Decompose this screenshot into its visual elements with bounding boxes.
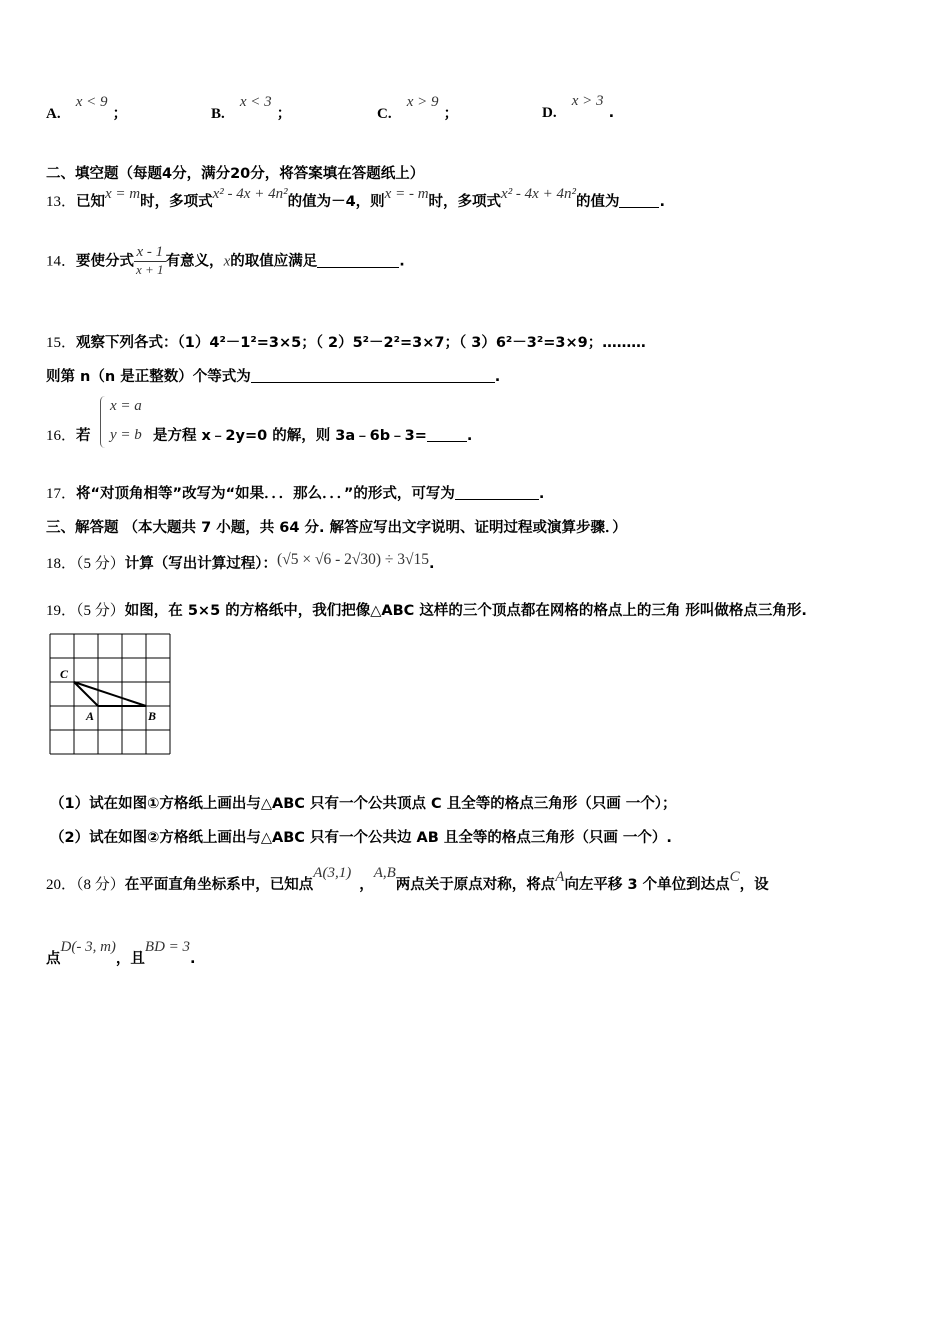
q20-number: 20．: [46, 877, 77, 893]
q19-sub-2: （2）试在如图②方格纸上画出与△ABC 只有一个公共边 AB 且全等的格点三角形（只画 一个）.: [50, 830, 672, 846]
q14-fraction: [134, 244, 166, 278]
q20-points-ab: A,B: [373, 865, 396, 881]
question-16-rest: [153, 424, 472, 445]
grid-figure: [48, 632, 172, 756]
q20-comma: ，: [359, 877, 374, 893]
answer-blank[interactable]: [619, 193, 659, 208]
q19-score: （5 分）: [76, 603, 125, 619]
triangle-abc: [74, 682, 146, 706]
q16-text-2: 是方程 x﹣2y=0 的解，则 3a﹣6b﹣3=: [153, 428, 427, 444]
q20-point-a-2: A: [555, 869, 565, 885]
q17-number: 17．: [46, 486, 77, 502]
q19-sub-1: （1）试在如图①方格纸上画出与△ABC 只有一个公共顶点 C 且全等的格点三角形（只画 一个）；: [50, 796, 677, 812]
q13-text-2: 时，多项式: [140, 194, 213, 210]
q19-number: 19．: [46, 603, 77, 619]
option-d: [542, 93, 615, 122]
q13-math-4: x² - 4x + 4n²: [501, 186, 576, 202]
q18-number: 18．: [46, 556, 77, 572]
option-c-sep: ；: [443, 106, 459, 122]
q19-text: 如图，在 5×5 的方格纸中，我们把像△ABC 这样的三个顶点都在网格的格点上的三角 形叫做格点三角形.: [124, 603, 807, 619]
q20-end: .: [190, 951, 196, 967]
q18-score: （5 分）: [76, 556, 125, 572]
q18-text: 计算（写出计算过程）：: [124, 556, 278, 572]
q15-line-2: 则第 n（n 是正整数）个等式为: [46, 369, 251, 385]
option-d-label: D.: [542, 105, 557, 121]
question-15-line-2: [46, 365, 500, 386]
q20-text-4: ，设: [739, 877, 769, 893]
q16-number: 16．: [46, 428, 77, 444]
option-d-sep: .: [608, 105, 615, 121]
option-a-expr: x < 9: [75, 94, 108, 110]
option-a-label: A.: [46, 106, 61, 122]
q16-text-1: 若: [76, 428, 91, 444]
q16-equation-1: x = a: [110, 398, 142, 414]
question-16: [46, 424, 91, 445]
section-3-title: 三、解答题 （本大题共 7 小题，共 64 分. 解答应写出文字说明、证明过程或演算步骤．）: [46, 520, 627, 536]
answer-blank[interactable]: [455, 485, 539, 500]
q20-text-5: 点: [46, 951, 61, 967]
question-17: [46, 482, 544, 503]
q13-text-4: 时，多项式: [428, 194, 502, 210]
option-b: [211, 94, 292, 123]
q20-point-d: D(- 3, m): [60, 939, 116, 955]
label-b: B: [148, 709, 157, 723]
q20-text-2: 两点关于原点对称，将点: [395, 877, 556, 893]
q15-number: 15．: [46, 335, 77, 351]
q14-text-2: 有意义，: [165, 253, 224, 270]
q13-text-5: 的值为: [575, 194, 620, 210]
q13-end: .: [659, 194, 665, 210]
label-c: C: [60, 667, 69, 681]
question-20-line-2: [46, 939, 196, 968]
option-a-sep: ；: [112, 106, 128, 122]
q17-end: .: [538, 486, 545, 502]
q15-end: .: [494, 369, 501, 385]
section-2-title: 二、填空题（每题4分，满分20分，将答案填在答题纸上）: [46, 166, 425, 182]
option-d-expr: x > 3: [571, 93, 604, 109]
question-19: [46, 599, 807, 620]
q18-end: .: [429, 556, 435, 572]
q14-numerator: x - 1: [134, 244, 166, 262]
question-18: [46, 552, 435, 573]
option-b-label: B.: [211, 106, 225, 122]
q13-text-3: 的值为－4，则: [287, 194, 385, 210]
q13-math-1: x = m: [105, 186, 141, 202]
q14-denominator: x + 1: [136, 262, 164, 277]
q16-end: .: [466, 428, 473, 444]
q13-math-3: x = - m: [384, 186, 429, 202]
q20-point-c: C: [729, 869, 740, 885]
q14-number: 14．: [46, 253, 77, 270]
question-20: [46, 865, 769, 894]
q20-text-6: ，且: [115, 951, 145, 967]
question-13: [46, 186, 665, 211]
option-c: [377, 94, 459, 123]
label-a: A: [86, 709, 95, 723]
q17-text: 将“对顶角相等”改写为“如果．．．那么．．．”的形式，可写为: [76, 486, 455, 502]
option-a: [46, 94, 128, 123]
q14-end: .: [399, 253, 405, 270]
option-b-sep: ；: [276, 106, 292, 122]
answer-blank[interactable]: [317, 253, 399, 268]
q20-bd: BD = 3: [144, 939, 191, 955]
option-c-expr: x > 9: [406, 94, 439, 110]
option-c-label: C.: [377, 106, 392, 122]
answer-blank[interactable]: [251, 368, 495, 383]
q20-text-1: 在平面直角坐标系中，已知点: [124, 877, 314, 893]
answer-blank[interactable]: [427, 427, 467, 442]
q18-expression: (√5 × √6 - 2√30) ÷ 3√15: [277, 551, 430, 568]
q20-text-3: 向左平移 3 个单位到达点: [564, 877, 730, 893]
q14-math-x: x: [223, 253, 231, 270]
option-b-expr: x < 3: [239, 94, 272, 110]
q13-math-2: x² - 4x + 4n²: [212, 186, 288, 202]
question-14: [46, 244, 405, 278]
q14-text-1: 要使分式: [76, 253, 135, 270]
q13-number: 13．: [46, 194, 77, 210]
q20-point-a: A(3,1): [313, 865, 352, 881]
question-15: [46, 331, 646, 352]
q13-text-1: 已知: [76, 194, 106, 210]
q14-text-3: 的取值应满足: [230, 253, 318, 270]
q16-brace: [100, 396, 105, 448]
q20-score: （8 分）: [76, 877, 125, 893]
q15-line-1: 观察下列各式：（1）4²－1²=3×5；（ 2）5²－2²=3×7；（ 3）6²－3²=3×9；………: [76, 335, 646, 351]
q16-equation-2: y = b: [110, 427, 142, 443]
